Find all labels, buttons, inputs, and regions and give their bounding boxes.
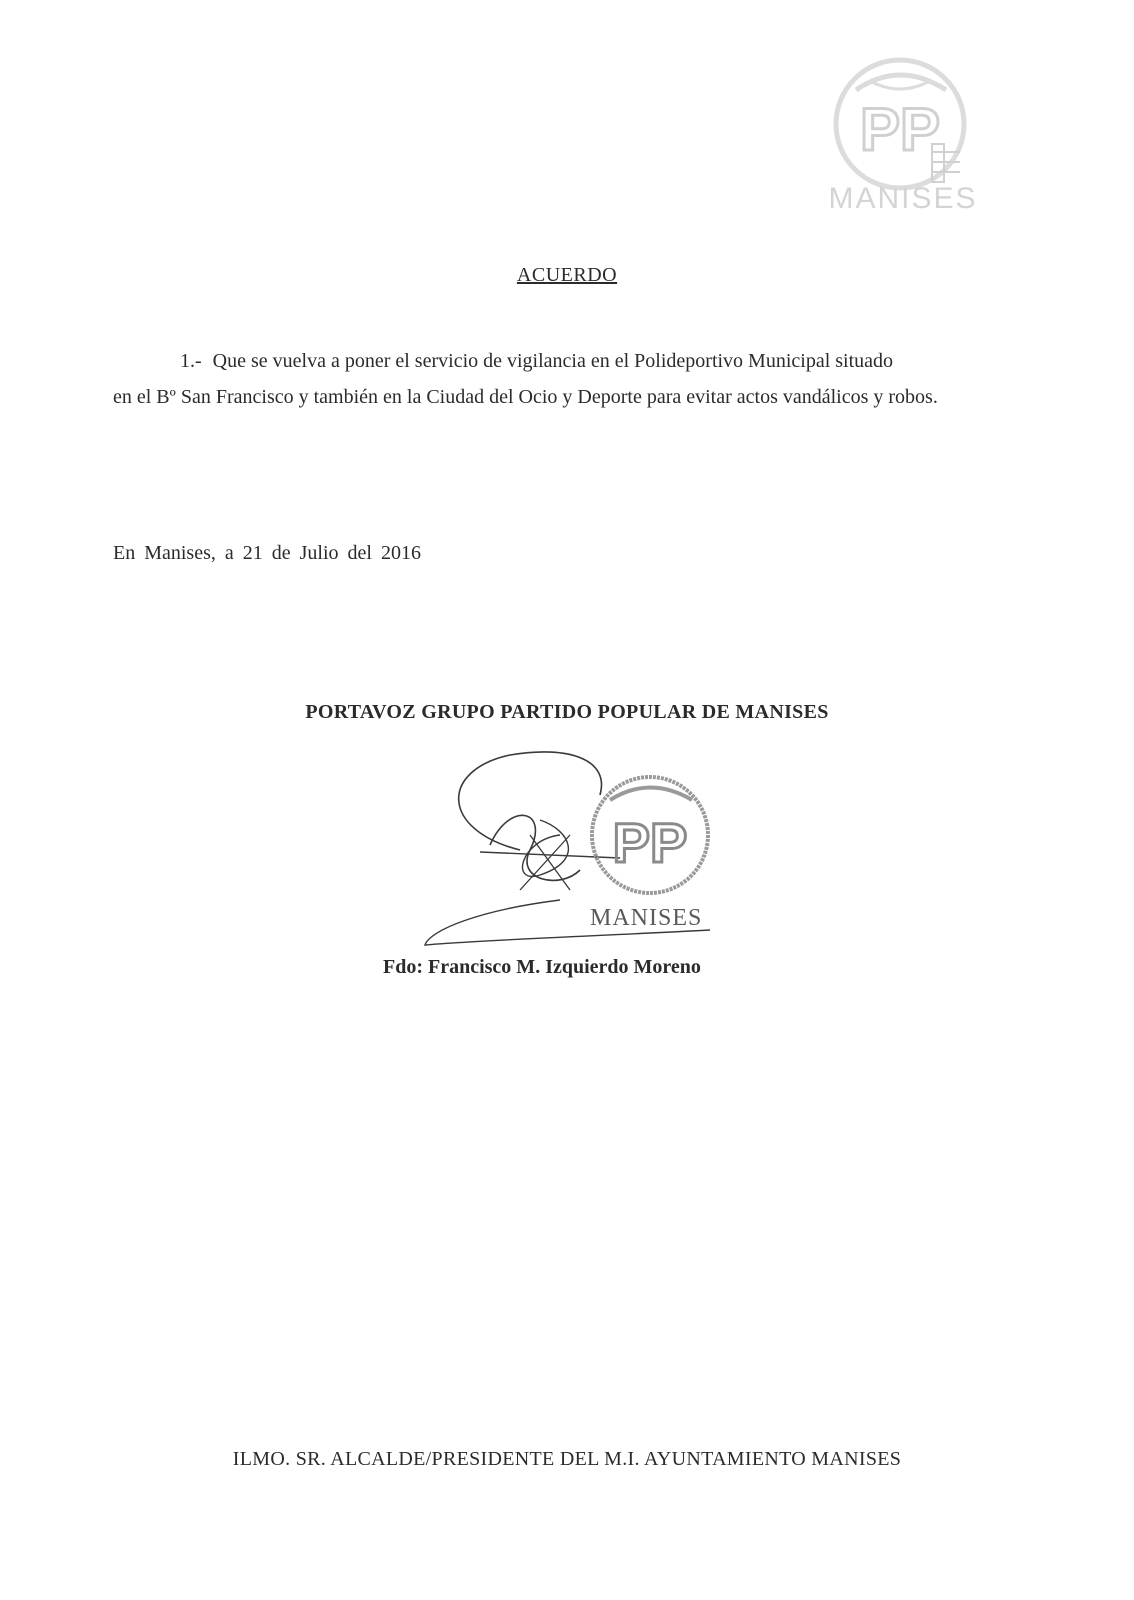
document-title: ACUERDO — [516, 264, 618, 286]
agreement-first-line-text: Que se vuelva a poner el servicio de vigilancia en el Polideportivo Municipal situado — [212, 350, 894, 372]
pp-logo-icon — [828, 52, 978, 192]
agreement-number: 1.- — [180, 350, 202, 372]
logo-text: PP — [859, 96, 941, 163]
stamp-logo-text: PP — [612, 811, 688, 874]
party-logo — [828, 52, 978, 227]
agreement-paragraph — [113, 343, 1028, 415]
logo-caption: MANISES — [828, 182, 978, 215]
signed-by: Fdo: Francisco M. Izquierdo Moreno — [383, 956, 701, 978]
agreement-first-line — [113, 343, 1028, 379]
agreement-body: en el Bº San Francisco y también en la Ciudad del Ocio y Deporte para evitar actos vandálicos y robos. — [113, 386, 938, 408]
signature-icon — [420, 740, 740, 970]
place-date: En Manises, a 21 de Julio del 2016 — [113, 542, 421, 564]
stamp-caption: MANISES — [590, 905, 703, 931]
addressee: ILMO. SR. ALCALDE/PRESIDENTE DEL M.I. AYUNTAMIENTO MANISES — [232, 1448, 902, 1470]
spokesperson-title: PORTAVOZ GRUPO PARTIDO POPULAR DE MANISES — [305, 701, 829, 723]
signature-stamp-area — [420, 740, 740, 970]
